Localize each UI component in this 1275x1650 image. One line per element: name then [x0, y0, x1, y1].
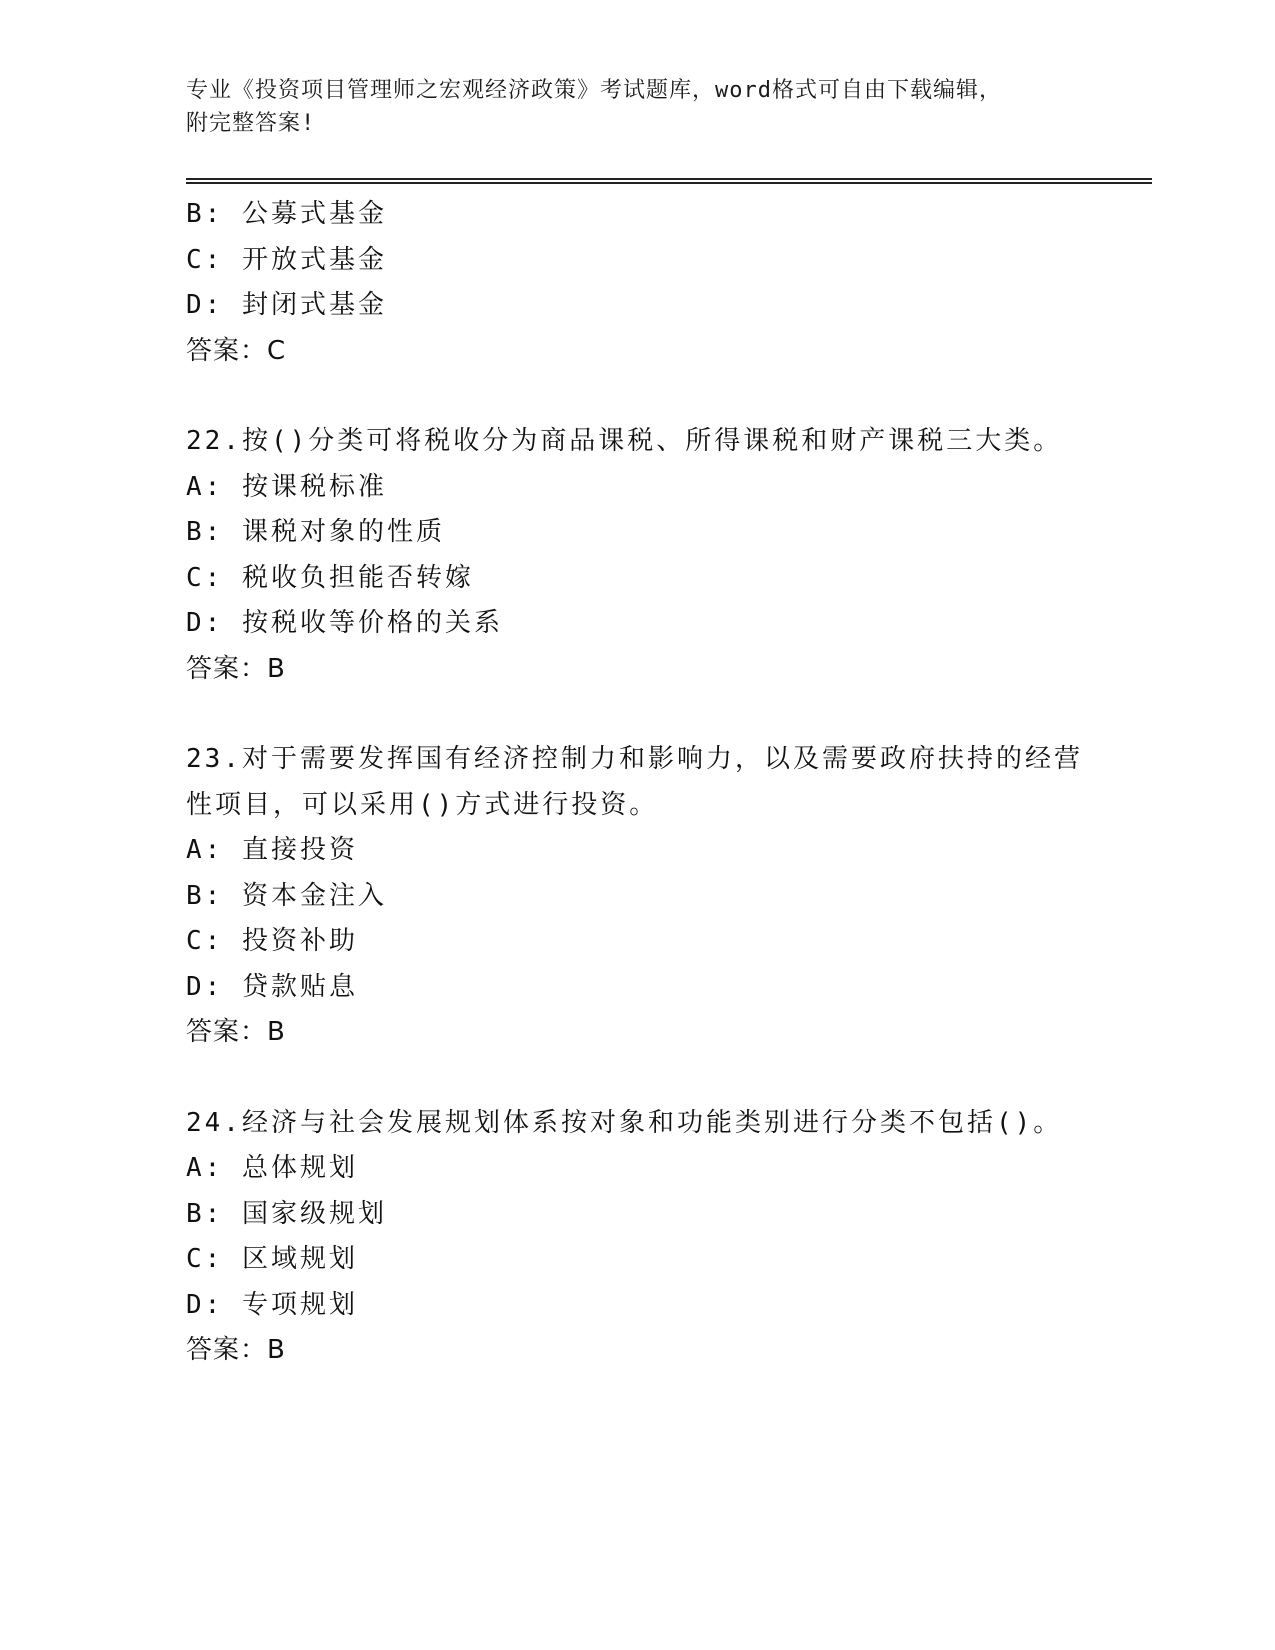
- answer-line: 答案：B: [186, 1335, 286, 1365]
- question-stem: 24.经济与社会发展规划体系按对象和功能类别进行分类不包括()。: [186, 1107, 1063, 1138]
- option-a: A: 直接投资: [186, 835, 358, 865]
- question-spacer: [186, 692, 1146, 737]
- answer-line: 答案：C: [186, 335, 287, 366]
- option-b: B: 国家级规划: [186, 1198, 387, 1229]
- question-stem: 22.按()分类可将税收分为商品课税、所得课税和财产课税三大类。: [186, 426, 1063, 456]
- option-c: C: 税收负担能否转嫁: [186, 562, 474, 593]
- question-22: [186, 419, 1146, 692]
- option-c: C: 开放式基金: [186, 244, 387, 275]
- option-d: D: 贷款贴息: [186, 971, 358, 1002]
- question-23: [186, 737, 1146, 1056]
- question-list: [186, 192, 1146, 1374]
- option-b: B: 资本金注入: [186, 880, 387, 911]
- answer-line: 答案：B: [186, 653, 286, 684]
- option-d: D: 封闭式基金: [186, 290, 387, 320]
- option-c: C: 区域规划: [186, 1244, 358, 1274]
- option-b: B: 公募式基金: [186, 199, 387, 229]
- question-stem: 23.对于需要发挥国有经济控制力和影响力，以及需要政府扶持的经营性项目，可以采用()方式进行投资。: [186, 744, 1083, 820]
- question-spacer: [186, 374, 1146, 419]
- option-d: D: 专项规划: [186, 1289, 358, 1320]
- question-21-partial: [186, 192, 1146, 374]
- option-d: D: 按税收等价格的关系: [186, 608, 503, 638]
- document-header: [186, 74, 1086, 140]
- header-divider-top: [186, 178, 1152, 180]
- option-c: C: 投资补助: [186, 926, 358, 956]
- answer-line: 答案：B: [186, 1017, 286, 1047]
- header-line-1: 专业《投资项目管理师之宏观经济政策》考试题库，word格式可自由下载编辑，: [186, 78, 1002, 103]
- option-a: A: 按课税标准: [186, 471, 387, 502]
- option-b: B: 课税对象的性质: [186, 517, 445, 547]
- option-a: A: 总体规划: [186, 1153, 358, 1183]
- header-divider-bottom: [186, 182, 1152, 184]
- header-line-2: 附完整答案!: [186, 111, 316, 136]
- question-24: [186, 1101, 1146, 1374]
- question-spacer: [186, 1056, 1146, 1101]
